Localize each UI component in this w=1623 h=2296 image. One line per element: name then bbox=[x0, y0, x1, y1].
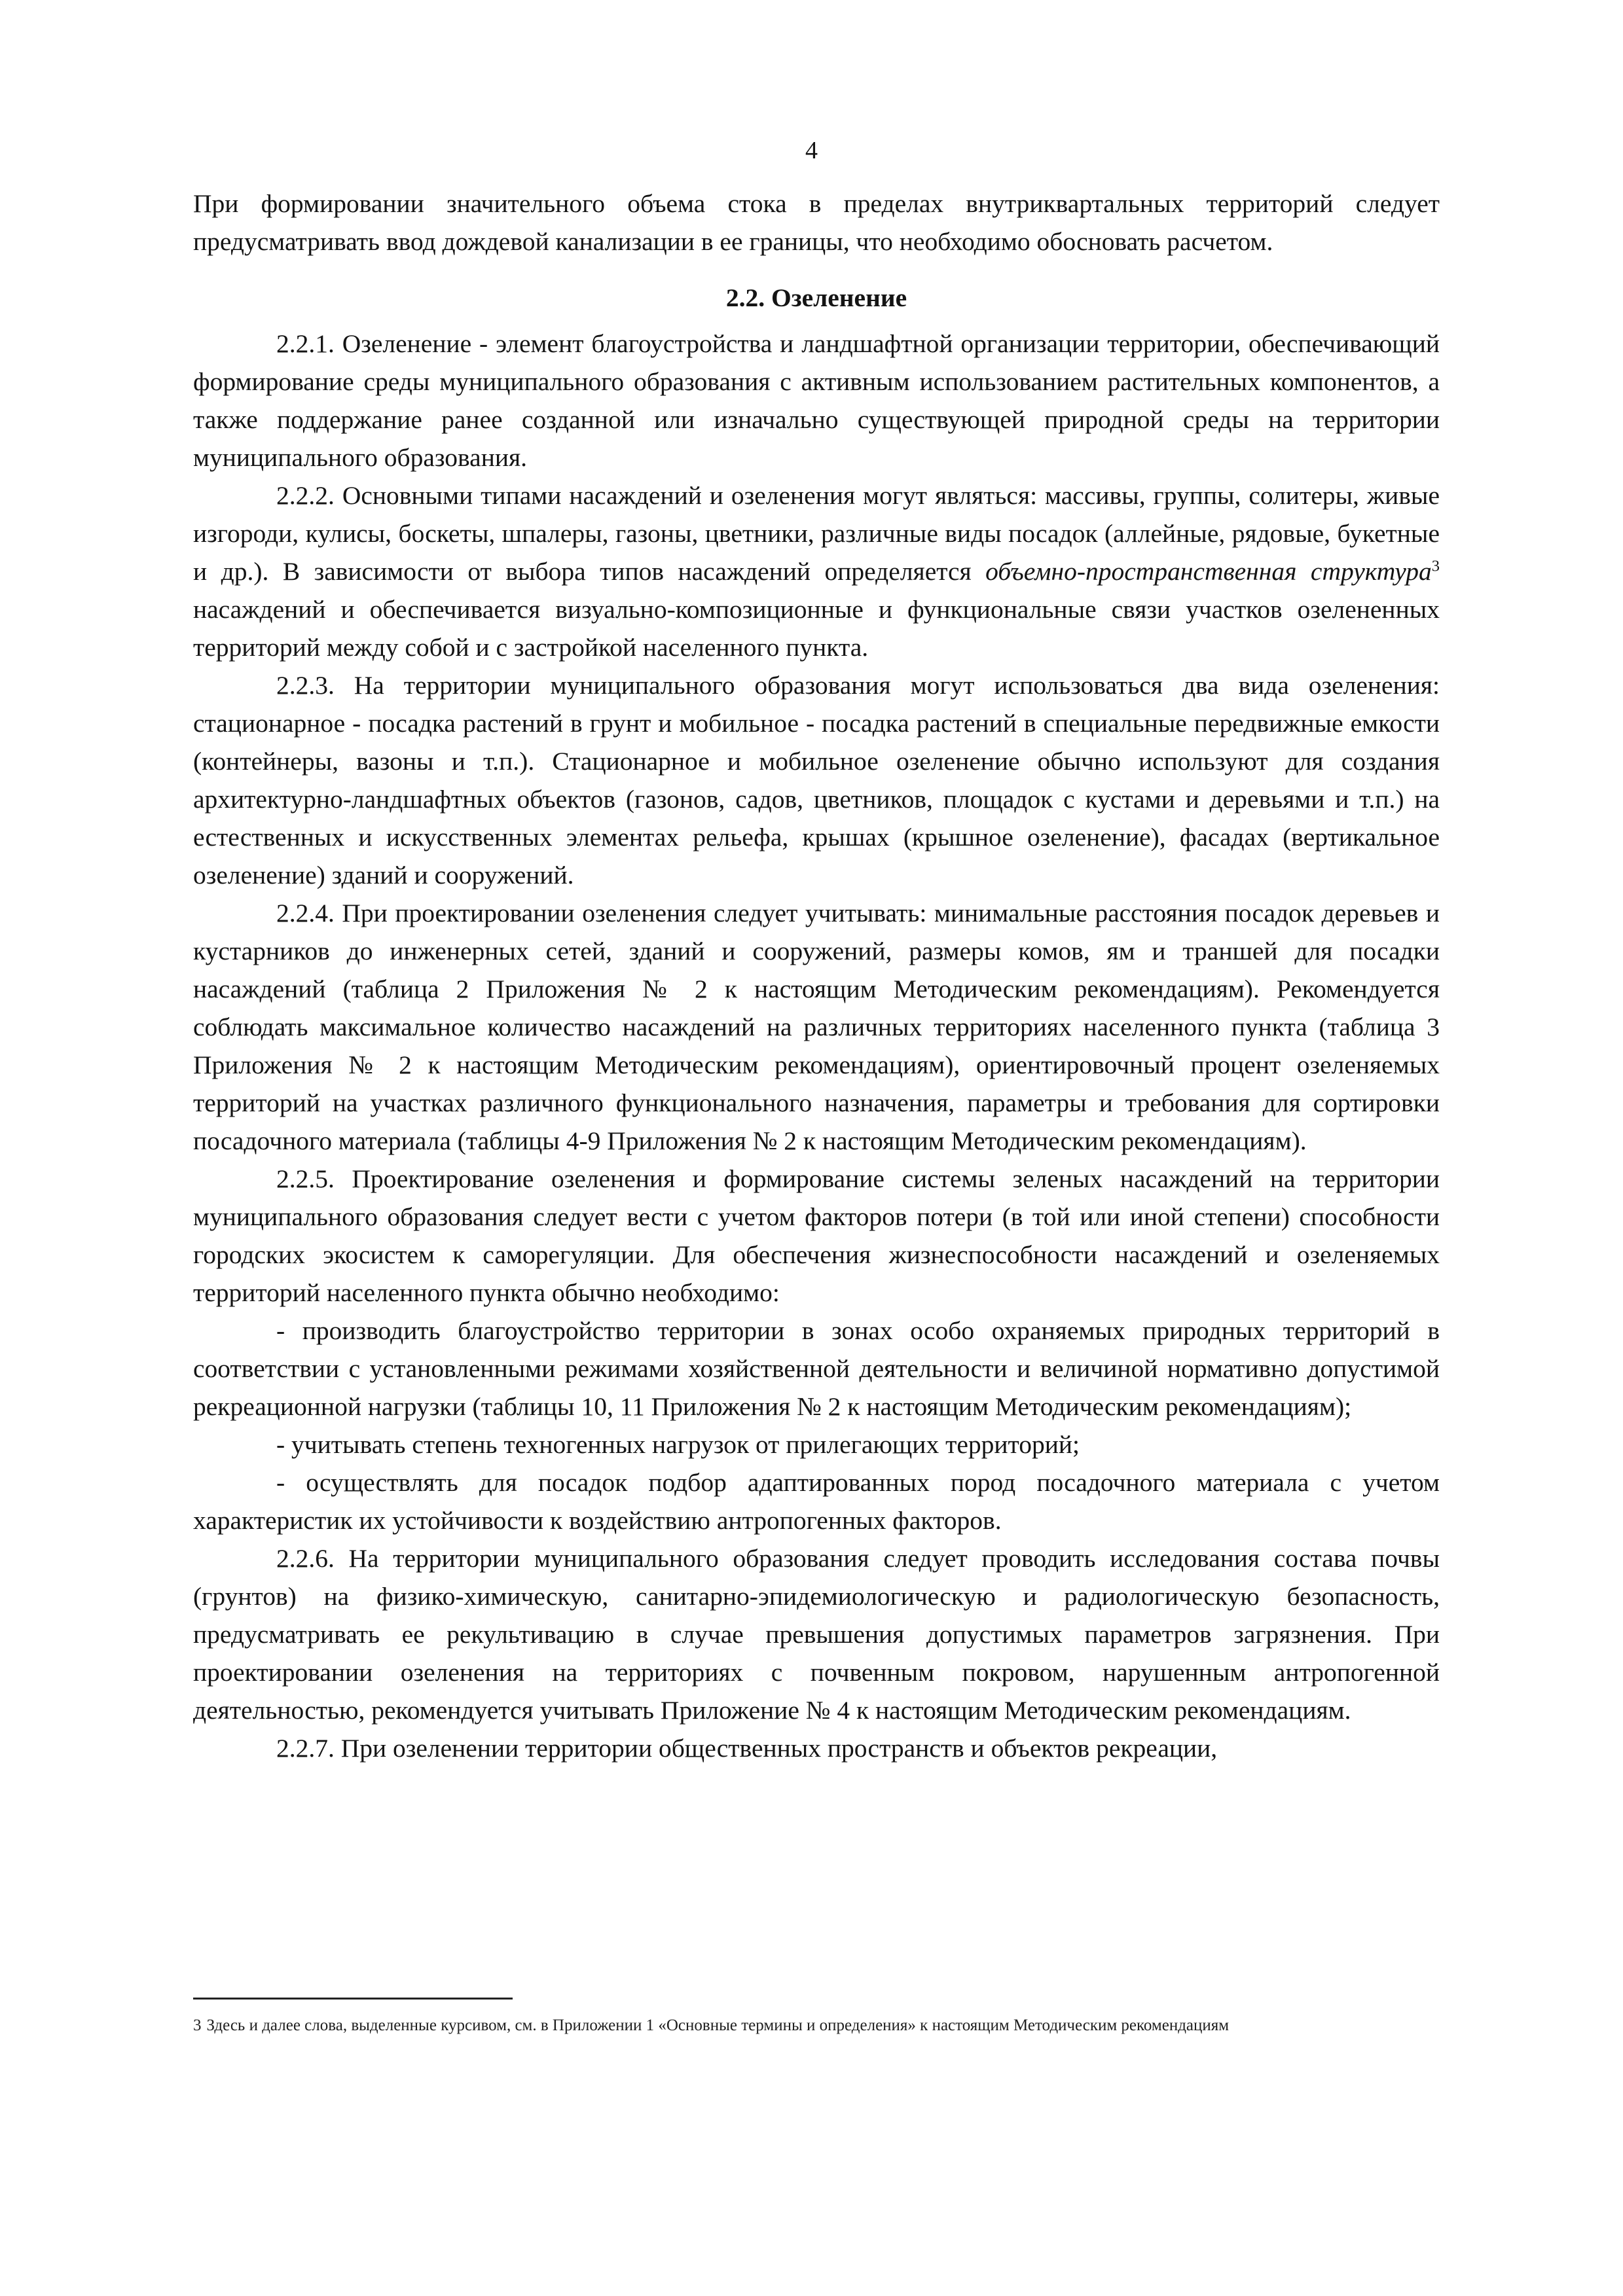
list-item: - производить благоустройство территории в зонах особо охраняемых природных территорий в соответствии с установленными режимами хозяйственной деятельности и величиной нормативно допустимой рекреационной нагрузки (таблицы 10, 11 Приложения № 2 к настоящим Методическим рекомендациям); bbox=[193, 1316, 1440, 1421]
section-title: 2.2. Озеленение bbox=[725, 283, 907, 312]
page-number: 4 bbox=[805, 137, 818, 164]
paragraph-2-2-7: 2.2.7. При озеленении территории общественных пространств и объектов рекреации, bbox=[276, 1734, 1218, 1763]
paragraph-2-2-5: 2.2.5. Проектирование озеленения и формирование системы зеленых насаждений на территории муниципального образования следует вести с учетом факторов потери (в той или иной степени) способности городских экосистем к саморегуляции. Для обеспечения жизнеспособности насаждений и озеленяемых территорий населенного пункта обычно необходимо: bbox=[193, 1164, 1440, 1307]
document-body bbox=[193, 185, 1440, 1767]
paragraph-2-2-2-text-after: насаждений и обеспечивается визуально-композиционные и функциональные связи участков озелененных территорий между собой и с застройкой населенного пункта. bbox=[193, 595, 1440, 662]
paragraph-2-2-2 bbox=[193, 476, 1440, 666]
footnote bbox=[193, 2009, 1440, 2042]
paragraph-2-2-2-text-before: 2.2.2. Основными типами насаждений и озеленения могут являться: массивы, группы, солитеры, живые изгороди, кулисы, боскеты, шпалеры, газоны, цветники, различные виды посадок (аллейные, рядовые, букетные и др.). В зависимости от выбора типов насаждений определяется bbox=[193, 481, 1440, 586]
intro-paragraph: При формировании значительного объема стока в пределах внутриквартальных территорий следует предусматривать ввод дождевой канализации в ее границы, что необходимо обосновать расчетом. bbox=[193, 189, 1440, 256]
paragraph-2-2-1: 2.2.1. Озеленение - элемент благоустройства и ландшафтной организации территории, обеспечивающий формирование среды муниципального образования с активным использованием растительных компонентов, а также поддержание ранее созданной или изначально существующей природной среды на территории муниципального образования. bbox=[193, 329, 1440, 472]
footnote-separator bbox=[193, 1998, 513, 2000]
paragraph-2-2-4: 2.2.4. При проектировании озеленения следует учитывать: минимальные расстояния посадок деревьев и кустарников до инженерных сетей, зданий и сооружений, размеры комов, ям и траншей для посадки насаждений (таблица 2 Приложения № 2 к настоящим Методическим рекомендациям). Рекомендуется соблюдать максимальное количество насаждений на различных территориях населенного пункта (таблица 3 Приложения № 2 к настоящим Методическим рекомендациям), ориентировочный процент озеленяемых территорий на участках различного функционального назначения, параметры и требования для сортировки посадочного материала (таблицы 4-9 Приложения № 2 к настоящим Методическим рекомендациям). bbox=[193, 899, 1440, 1155]
list-item: - осуществлять для посадок подбор адаптированных пород посадочного материала с учетом характеристик их устойчивости к воздействию антропогенных факторов. bbox=[193, 1468, 1440, 1535]
paragraph-2-2-3: 2.2.3. На территории муниципального образования могут использоваться два вида озеленения: стационарное - посадка растений в грунт и мобильное - посадка растений в специальные передвижные емкости (контейнеры, вазоны и т.п.). Стационарное и мобильное озеленение обычно используют для создания архитектурно-ландшафтных объектов (газонов, садов, цветников, площадок с кустами и деревьями и т.п.) на естественных и искусственных элементах рельефа, крышах (крышное озеленение), фасадах (вертикальное озеленение) зданий и сооружений. bbox=[193, 671, 1440, 889]
footnote-number: 3 bbox=[193, 2017, 202, 2034]
paragraph-2-2-6: 2.2.6. На территории муниципального образования следует проводить исследования состава почвы (грунтов) на физико-химическую, санитарно-эпидемиологическую и радиологическую безопасность, предусматривать ее рекультивацию в случае превышения допустимых параметров загрязнения. При проектировании озеленения на территориях с почвенным покровом, нарушенным антропогенной деятельностью, рекомендуется учитывать Приложение № 4 к настоящим Методическим рекомендациям. bbox=[193, 1544, 1440, 1725]
footnote-reference[interactable]: 3 bbox=[1431, 557, 1440, 575]
footnote-text: Здесь и далее слова, выделенные курсивом, см. в Приложении 1 «Основные термины и определения» к настоящим Методическим рекомендациям bbox=[206, 2017, 1230, 2034]
list-item: - учитывать степень техногенных нагрузок от прилегающих территорий; bbox=[276, 1430, 1080, 1459]
italic-term: объемно-пространственная структура bbox=[985, 557, 1432, 586]
